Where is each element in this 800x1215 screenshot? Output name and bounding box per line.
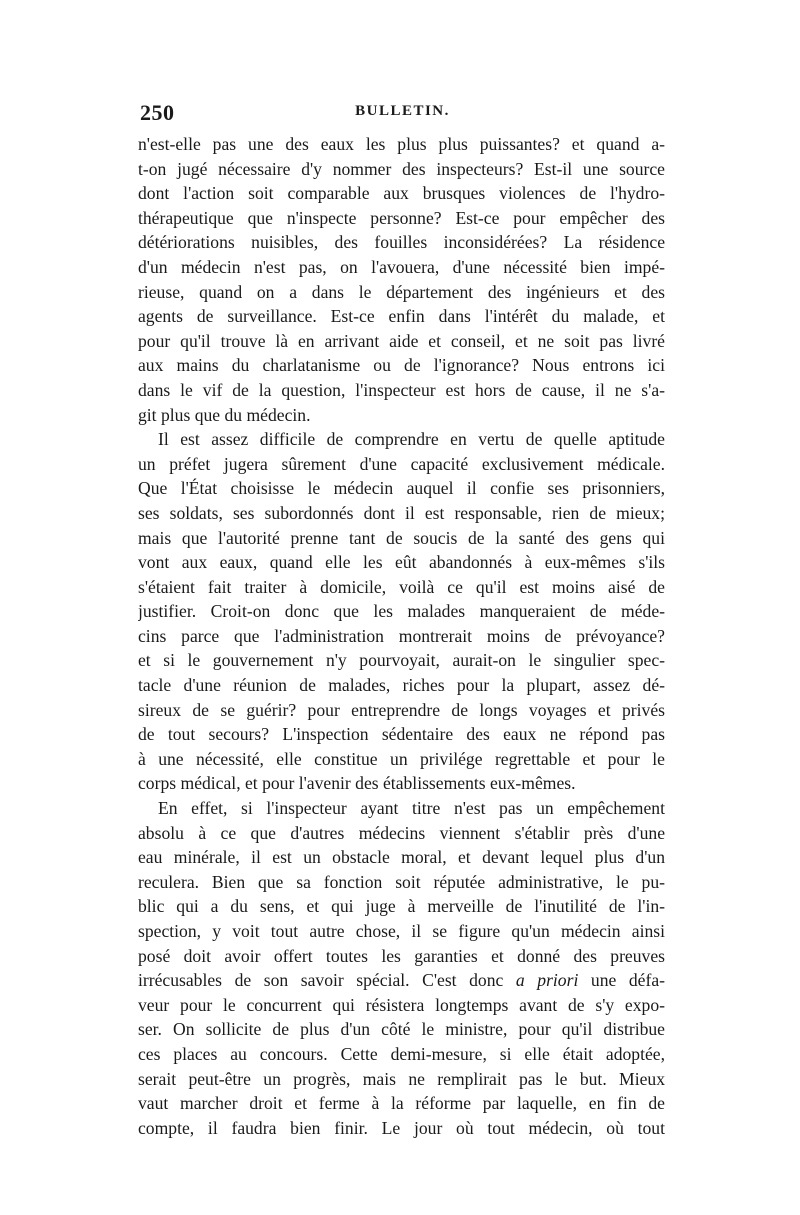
text-line: rieuse, quand on a dans le département des ingénieurs et des bbox=[138, 281, 665, 302]
running-title: BULLETIN. bbox=[355, 103, 450, 119]
text-line: détériorations nuisibles, des fouilles inconsidérées? La résidence bbox=[138, 232, 665, 253]
text-line: cins parce que l'administration montrerait moins de prévoyance? bbox=[138, 625, 665, 646]
text-line: blic qui a du sens, et qui juge à merveille de l'inutilité de l'in- bbox=[138, 896, 665, 917]
text-line: serait peut-être un progrès, mais ne remplirait pas le but. Mieux bbox=[138, 1068, 665, 1089]
text-line: ser. On sollicite de plus d'un côté le ministre, pour qu'il distribue bbox=[138, 1019, 665, 1040]
text-line: dont l'action soit comparable aux brusques violences de l'hydro- bbox=[138, 183, 665, 204]
text-line: aux mains du charlatanisme ou de l'ignorance? Nous entrons ici bbox=[138, 355, 665, 376]
page-header bbox=[140, 100, 665, 130]
text-line: En effet, si l'inspecteur ayant titre n'est pas un empêchement bbox=[158, 798, 665, 819]
text-line: mais que l'autorité prenne tant de soucis de la santé des gens qui bbox=[138, 527, 665, 548]
text-line: thérapeutique que n'inspecte personne? Est-ce pour empêcher des bbox=[138, 207, 665, 228]
text-line: s'étaient fait traiter à domicile, voilà ce qu'il est moins aisé de bbox=[138, 576, 665, 597]
text-line: irrécusables de son savoir spécial. C'est donc a priori une défa- bbox=[138, 970, 665, 991]
text-line: t-on jugé nécessaire d'y nommer des inspecteurs? Est-il une source bbox=[138, 158, 665, 179]
text-line: vaut marcher droit et ferme à la réforme par laquelle, en fin de bbox=[138, 1093, 665, 1114]
text-line: n'est-elle pas une des eaux les plus plus puissantes? et quand a- bbox=[138, 134, 665, 154]
text-line: vont aux eaux, quand elle les eût abandonnés à eux-mêmes s'ils bbox=[138, 552, 665, 573]
text-line: et si le gouvernement n'y pourvoyait, aurait-on le singulier spec- bbox=[138, 650, 665, 671]
text-line: eau minérale, il est un obstacle moral, et devant lequel plus d'un bbox=[138, 847, 665, 868]
body-text bbox=[138, 132, 665, 1140]
text-line: d'un médecin n'est pas, on l'avouera, d'une nécessité bien impé- bbox=[138, 256, 665, 277]
text-line: justifier. Croit-on donc que les malades manqueraient de méde- bbox=[138, 601, 665, 622]
text-line: agents de surveillance. Est-ce enfin dans l'intérêt du malade, et bbox=[138, 306, 665, 327]
text-line: ces places au concours. Cette demi-mesure, si elle était adoptée, bbox=[138, 1043, 665, 1064]
text-line: tacle d'une réunion de malades, riches pour la plupart, assez dé- bbox=[138, 675, 665, 696]
text-line: compte, il faudra bien finir. Le jour où tout médecin, où tout bbox=[138, 1117, 665, 1138]
text-line: reculera. Bien que sa fonction soit réputée administrative, le pu- bbox=[138, 871, 665, 892]
page-number: 250 bbox=[140, 100, 175, 125]
text-line: git plus que du médecin. bbox=[138, 404, 311, 425]
text-line: un préfet jugera sûrement d'une capacité exclusivement médicale. bbox=[138, 453, 665, 474]
text-line: posé doit avoir offert toutes les garanties et donné des preuves bbox=[138, 945, 665, 966]
text-line: corps médical, et pour l'avenir des établissements eux-mêmes. bbox=[138, 773, 576, 794]
text-line: ses soldats, ses subordonnés dont il est responsable, rien de mieux; bbox=[138, 502, 665, 523]
text-line: spection, y voit tout autre chose, il se figure qu'un médecin ainsi bbox=[138, 921, 665, 941]
text-line: Il est assez difficile de comprendre en vertu de quelle aptitude bbox=[158, 429, 665, 450]
text-line: sireux de se guérir? pour entreprendre de longs voyages et privés bbox=[138, 699, 665, 720]
text-line: à une nécessité, elle constitue un privilége regrettable et pour le bbox=[138, 748, 665, 769]
text-line: veur pour le concurrent qui résistera longtemps avant de s'y expo- bbox=[138, 994, 665, 1015]
text-line: absolu à ce que d'autres médecins viennent s'établir près d'une bbox=[138, 822, 665, 843]
text-line: dans le vif de la question, l'inspecteur est hors de cause, il ne s'a- bbox=[138, 379, 665, 400]
text-line: pour qu'il trouve là en arrivant aide et conseil, et ne soit pas livré bbox=[138, 330, 665, 351]
text-line: de tout secours? L'inspection sédentaire des eaux ne répond pas bbox=[138, 724, 665, 745]
text-line: Que l'État choisisse le médecin auquel il confie ses prisonniers, bbox=[138, 478, 665, 499]
